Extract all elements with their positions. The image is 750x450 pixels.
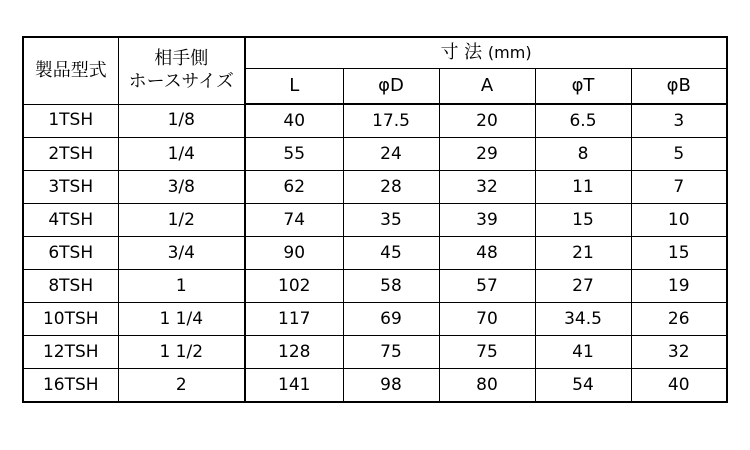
cell-L: 62: [245, 171, 343, 204]
cell-model: 10TSH: [23, 303, 118, 336]
cell-A: 57: [439, 270, 535, 303]
cell-phi-T: 8: [535, 138, 631, 171]
column-header-A: A: [439, 69, 535, 105]
header-hose-size: [118, 37, 245, 104]
cell-phi-D: 24: [343, 138, 439, 171]
cell-hose-size: 1: [118, 270, 245, 303]
cell-phi-T: 27: [535, 270, 631, 303]
cell-phi-D: 35: [343, 204, 439, 237]
header-model: 製品型式: [23, 37, 118, 104]
cell-phi-T: 34.5: [535, 303, 631, 336]
cell-L: 141: [245, 369, 343, 403]
cell-A: 80: [439, 369, 535, 403]
header-hose-line1: 相手側: [154, 48, 209, 70]
cell-hose-size: 3/8: [118, 171, 245, 204]
column-header-phi-T: φT: [535, 69, 631, 105]
cell-L: 40: [245, 104, 343, 138]
cell-model: 8TSH: [23, 270, 118, 303]
cell-phi-D: 58: [343, 270, 439, 303]
cell-A: 75: [439, 336, 535, 369]
cell-phi-T: 21: [535, 237, 631, 270]
cell-phi-T: 15: [535, 204, 631, 237]
cell-L: 90: [245, 237, 343, 270]
header-hose-line2: ホースサイズ: [128, 70, 234, 92]
cell-hose-size: 1/8: [118, 104, 245, 138]
column-header-L: L: [245, 69, 343, 105]
cell-phi-D: 28: [343, 171, 439, 204]
table-row: [23, 303, 727, 336]
cell-model: 16TSH: [23, 369, 118, 403]
cell-model: 1TSH: [23, 104, 118, 138]
cell-phi-T: 11: [535, 171, 631, 204]
cell-hose-size: 1/2: [118, 204, 245, 237]
column-header-phi-B: φB: [631, 69, 727, 105]
cell-phi-T: 6.5: [535, 104, 631, 138]
cell-A: 70: [439, 303, 535, 336]
header-dimensions-label: 寸 法: [440, 42, 483, 63]
cell-phi-D: 45: [343, 237, 439, 270]
cell-model: 3TSH: [23, 171, 118, 204]
cell-phi-B: 40: [631, 369, 727, 403]
table-row: [23, 270, 727, 303]
header-row-top: [23, 37, 727, 69]
cell-L: 128: [245, 336, 343, 369]
cell-L: 74: [245, 204, 343, 237]
header-dimensions: [245, 37, 727, 69]
cell-phi-D: 98: [343, 369, 439, 403]
cell-phi-B: 3: [631, 104, 727, 138]
cell-model: 12TSH: [23, 336, 118, 369]
cell-model: 6TSH: [23, 237, 118, 270]
table-row: [23, 104, 727, 138]
spec-table: [22, 36, 728, 403]
cell-hose-size: 3/4: [118, 237, 245, 270]
cell-A: 48: [439, 237, 535, 270]
table-row: [23, 171, 727, 204]
cell-L: 55: [245, 138, 343, 171]
cell-hose-size: 1 1/4: [118, 303, 245, 336]
cell-model: 2TSH: [23, 138, 118, 171]
cell-phi-B: 15: [631, 237, 727, 270]
cell-A: 39: [439, 204, 535, 237]
cell-phi-D: 69: [343, 303, 439, 336]
cell-hose-size: 1 1/2: [118, 336, 245, 369]
table-row: [23, 204, 727, 237]
cell-A: 20: [439, 104, 535, 138]
cell-L: 102: [245, 270, 343, 303]
table-row: [23, 369, 727, 403]
cell-hose-size: 1/4: [118, 138, 245, 171]
table-row: [23, 237, 727, 270]
cell-A: 29: [439, 138, 535, 171]
cell-phi-T: 54: [535, 369, 631, 403]
cell-phi-B: 32: [631, 336, 727, 369]
cell-phi-T: 41: [535, 336, 631, 369]
cell-phi-D: 75: [343, 336, 439, 369]
cell-phi-B: 26: [631, 303, 727, 336]
cell-phi-B: 5: [631, 138, 727, 171]
column-header-phi-D: φD: [343, 69, 439, 105]
cell-phi-B: 10: [631, 204, 727, 237]
cell-hose-size: 2: [118, 369, 245, 403]
table-row: [23, 138, 727, 171]
cell-model: 4TSH: [23, 204, 118, 237]
cell-phi-D: 17.5: [343, 104, 439, 138]
cell-A: 32: [439, 171, 535, 204]
cell-phi-B: 19: [631, 270, 727, 303]
table-row: [23, 336, 727, 369]
cell-L: 117: [245, 303, 343, 336]
header-dimensions-unit: (mm): [487, 43, 532, 62]
cell-phi-B: 7: [631, 171, 727, 204]
table-body: [23, 104, 727, 402]
